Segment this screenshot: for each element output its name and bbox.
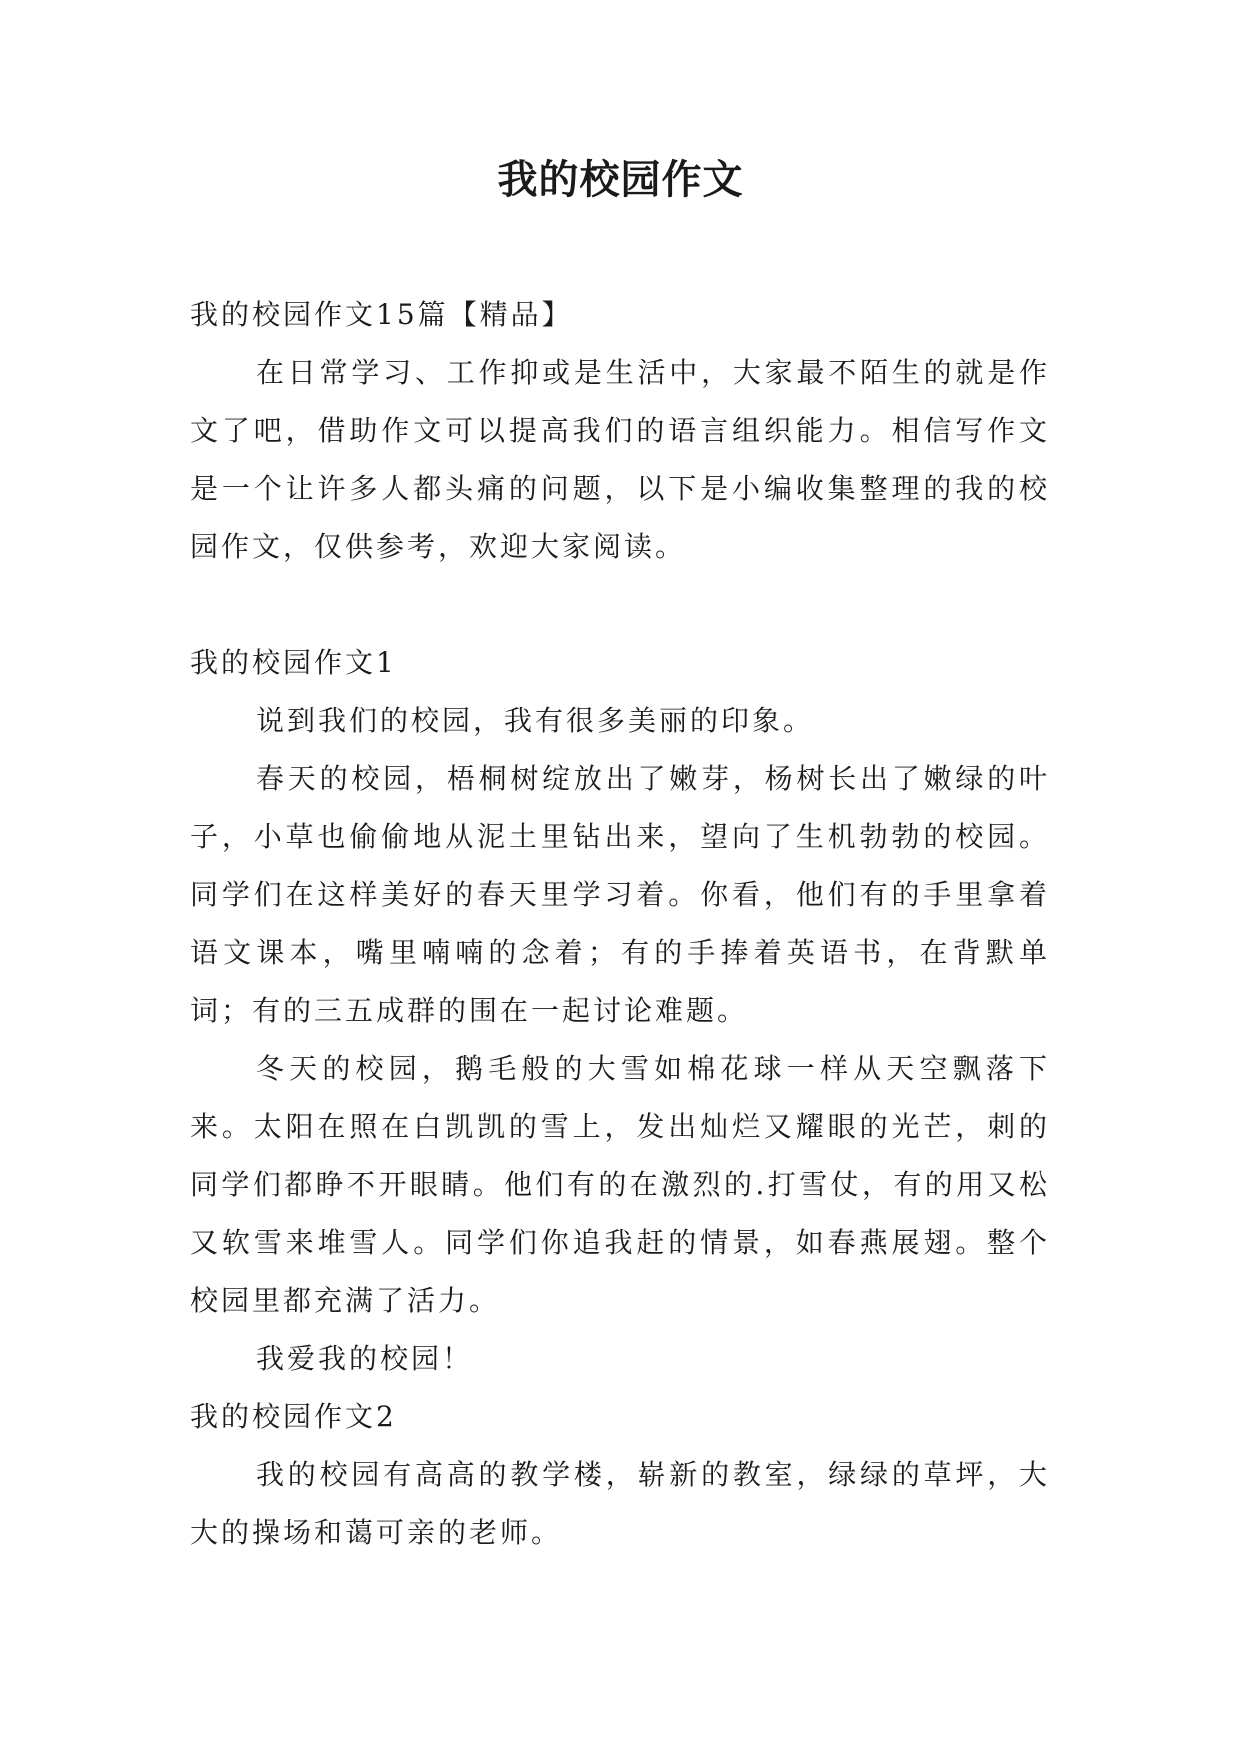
essay-heading: 我的校园作文2 bbox=[190, 1400, 397, 1433]
intro-paragraph: 在日常学习、工作抑或是生活中，大家最不陌生的就是作文了吧，借助作文可以提高我们的语言组织能力。相信写作文是一个让许多人都头痛的问题，以下是小编收集整理的我的校园作文，仅供参考，欢迎大家阅读。 bbox=[190, 356, 1050, 563]
essay-section-2 bbox=[190, 1388, 1050, 1562]
document-body bbox=[190, 286, 1050, 1562]
essay-paragraph: 冬天的校园，鹅毛般的大雪如棉花球一样从天空飘落下来。太阳在照在白凯凯的雪上，发出灿烂又耀眼的光芒，刺的同学们都睁不开眼睛。他们有的在激烈的.打雪仗，有的用又松又软雪来堆雪人。同学们你追我赶的情景，如春燕展翅。整个校园里都充满了活力。 bbox=[190, 1052, 1050, 1317]
essay-paragraph: 我的校园有高高的教学楼，崭新的教室，绿绿的草坪，大大的操场和蔼可亲的老师。 bbox=[190, 1458, 1050, 1549]
document-title: 我的校园作文 bbox=[497, 156, 744, 203]
essay-heading: 我的校园作文1 bbox=[190, 646, 397, 679]
essay-paragraph: 春天的校园，梧桐树绽放出了嫩芽，杨树长出了嫩绿的叶子，小草也偷偷地从泥土里钻出来，望向了生机勃勃的校园。同学们在这样美好的春天里学习着。你看，他们有的手里拿着语文课本，嘴里喃喃的念着；有的手捧着英语书，在背默单词；有的三五成群的围在一起讨论难题。 bbox=[190, 762, 1050, 1027]
essay-paragraph: 我爱我的校园！ bbox=[256, 1342, 474, 1375]
document-subtitle: 我的校园作文15篇【精品】 bbox=[190, 298, 573, 331]
section-gap bbox=[190, 576, 1050, 634]
essay-paragraph: 说到我们的校园，我有很多美丽的印象。 bbox=[256, 704, 815, 737]
essay-section-1 bbox=[190, 634, 1050, 1388]
